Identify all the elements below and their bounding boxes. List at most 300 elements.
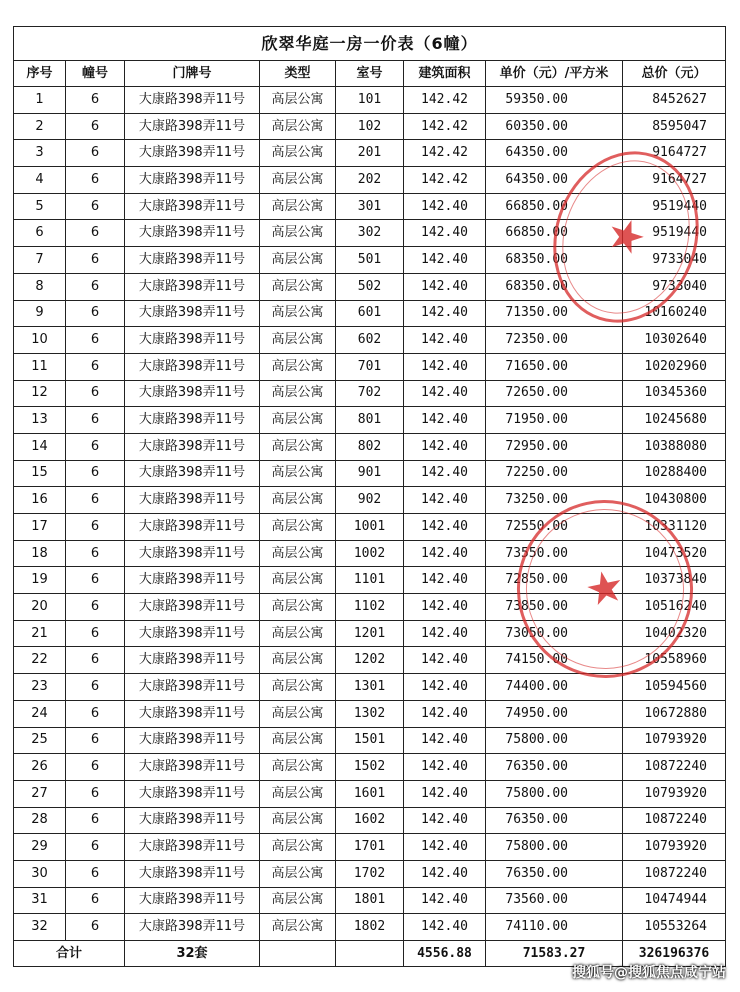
cell-total-price: 9164727 (623, 140, 726, 167)
cell-room: 1801 (336, 887, 404, 914)
cell-index: 9 (14, 300, 66, 327)
cell-index: 4 (14, 167, 66, 194)
cell-total-price: 10473520 (623, 540, 726, 567)
cell-address: 大康路398弄11号 (125, 914, 260, 941)
cell-area: 142.42 (404, 87, 486, 114)
cell-type: 高层公寓 (260, 193, 336, 220)
cell-address: 大康路398弄11号 (125, 620, 260, 647)
cell-unit-price: 72350.00 (486, 327, 623, 354)
cell-room: 1002 (336, 540, 404, 567)
cell-building: 6 (66, 647, 125, 674)
cell-address: 大康路398弄11号 (125, 193, 260, 220)
cell-address: 大康路398弄11号 (125, 460, 260, 487)
cell-index: 32 (14, 914, 66, 941)
cell-index: 30 (14, 860, 66, 887)
cell-index: 26 (14, 754, 66, 781)
cell-building: 6 (66, 514, 125, 541)
cell-room: 102 (336, 113, 404, 140)
cell-area: 142.40 (404, 540, 486, 567)
table-row (14, 700, 726, 727)
cell-unit-price: 59350.00 (486, 87, 623, 114)
total-label: 合计 (14, 941, 125, 967)
cell-total-price: 10345360 (623, 380, 726, 407)
cell-index: 18 (14, 540, 66, 567)
cell-area: 142.40 (404, 487, 486, 514)
cell-address: 大康路398弄11号 (125, 353, 260, 380)
cell-unit-price: 74150.00 (486, 647, 623, 674)
cell-total-price: 8452627 (623, 87, 726, 114)
cell-unit-price: 76350.00 (486, 807, 623, 834)
cell-type: 高层公寓 (260, 887, 336, 914)
header-cell: 序号 (14, 61, 66, 87)
cell-total-price: 10872240 (623, 807, 726, 834)
cell-building: 6 (66, 727, 125, 754)
table-row (14, 807, 726, 834)
cell-room: 702 (336, 380, 404, 407)
cell-total-price: 10331120 (623, 514, 726, 541)
cell-type: 高层公寓 (260, 487, 336, 514)
cell-address: 大康路398弄11号 (125, 220, 260, 247)
cell-address: 大康路398弄11号 (125, 433, 260, 460)
cell-index: 10 (14, 327, 66, 354)
cell-room: 302 (336, 220, 404, 247)
cell-room: 801 (336, 407, 404, 434)
cell-type: 高层公寓 (260, 353, 336, 380)
cell-building: 6 (66, 193, 125, 220)
cell-address: 大康路398弄11号 (125, 300, 260, 327)
cell-unit-price: 72850.00 (486, 567, 623, 594)
table-row (14, 193, 726, 220)
header-cell: 幢号 (66, 61, 125, 87)
cell-type: 高层公寓 (260, 433, 336, 460)
cell-total-price: 10558960 (623, 647, 726, 674)
table-row (14, 247, 726, 274)
table-row (14, 540, 726, 567)
cell-area: 142.40 (404, 914, 486, 941)
cell-index: 11 (14, 353, 66, 380)
cell-room: 602 (336, 327, 404, 354)
cell-address: 大康路398弄11号 (125, 647, 260, 674)
cell-unit-price: 74950.00 (486, 700, 623, 727)
cell-total-price: 9519440 (623, 220, 726, 247)
cell-index: 19 (14, 567, 66, 594)
cell-total-price: 9733040 (623, 247, 726, 274)
cell-unit-price: 60350.00 (486, 113, 623, 140)
cell-index: 29 (14, 834, 66, 861)
cell-area: 142.40 (404, 300, 486, 327)
cell-room: 201 (336, 140, 404, 167)
cell-area: 142.40 (404, 727, 486, 754)
cell-room: 802 (336, 433, 404, 460)
cell-unit-price: 64350.00 (486, 167, 623, 194)
cell-area: 142.40 (404, 594, 486, 621)
cell-building: 6 (66, 460, 125, 487)
total-empty (336, 941, 404, 967)
cell-building: 6 (66, 887, 125, 914)
cell-room: 901 (336, 460, 404, 487)
cell-unit-price: 72650.00 (486, 380, 623, 407)
cell-address: 大康路398弄11号 (125, 87, 260, 114)
table-row (14, 674, 726, 701)
table-row (14, 353, 726, 380)
watermark: 搜狐号@搜狐焦点咸宁站 (572, 965, 726, 981)
cell-index: 15 (14, 460, 66, 487)
cell-total-price: 10430800 (623, 487, 726, 514)
cell-area: 142.40 (404, 807, 486, 834)
cell-area: 142.40 (404, 247, 486, 274)
total-price: 326196376 (623, 941, 726, 967)
cell-building: 6 (66, 433, 125, 460)
cell-address: 大康路398弄11号 (125, 860, 260, 887)
cell-building: 6 (66, 273, 125, 300)
cell-total-price: 10516240 (623, 594, 726, 621)
total-units: 32套 (125, 941, 260, 967)
cell-total-price: 10872240 (623, 754, 726, 781)
table-row (14, 647, 726, 674)
table-row (14, 780, 726, 807)
cell-building: 6 (66, 780, 125, 807)
cell-area: 142.40 (404, 834, 486, 861)
header-cell: 总价（元） (623, 61, 726, 87)
cell-type: 高层公寓 (260, 380, 336, 407)
cell-building: 6 (66, 353, 125, 380)
cell-building: 6 (66, 914, 125, 941)
cell-type: 高层公寓 (260, 807, 336, 834)
cell-type: 高层公寓 (260, 567, 336, 594)
cell-building: 6 (66, 807, 125, 834)
cell-total-price: 10245680 (623, 407, 726, 434)
table-row (14, 514, 726, 541)
cell-area: 142.42 (404, 113, 486, 140)
table-row (14, 327, 726, 354)
cell-total-price: 9733040 (623, 273, 726, 300)
cell-area: 142.40 (404, 754, 486, 781)
cell-area: 142.40 (404, 273, 486, 300)
cell-building: 6 (66, 834, 125, 861)
cell-unit-price: 75800.00 (486, 727, 623, 754)
cell-unit-price: 72250.00 (486, 460, 623, 487)
cell-building: 6 (66, 674, 125, 701)
cell-room: 1701 (336, 834, 404, 861)
table-row (14, 887, 726, 914)
cell-total-price: 10288400 (623, 460, 726, 487)
table-row (14, 167, 726, 194)
cell-area: 142.40 (404, 514, 486, 541)
cell-room: 1202 (336, 647, 404, 674)
cell-type: 高层公寓 (260, 220, 336, 247)
cell-room: 301 (336, 193, 404, 220)
table-row (14, 487, 726, 514)
cell-unit-price: 64350.00 (486, 140, 623, 167)
cell-type: 高层公寓 (260, 727, 336, 754)
cell-type: 高层公寓 (260, 140, 336, 167)
cell-unit-price: 71350.00 (486, 300, 623, 327)
cell-total-price: 10160240 (623, 300, 726, 327)
cell-unit-price: 72950.00 (486, 433, 623, 460)
header-cell: 室号 (336, 61, 404, 87)
table-row (14, 460, 726, 487)
cell-area: 142.40 (404, 567, 486, 594)
cell-unit-price: 72550.00 (486, 514, 623, 541)
cell-building: 6 (66, 113, 125, 140)
cell-unit-price: 73050.00 (486, 620, 623, 647)
cell-unit-price: 75800.00 (486, 780, 623, 807)
cell-total-price: 10553264 (623, 914, 726, 941)
cell-type: 高层公寓 (260, 514, 336, 541)
cell-type: 高层公寓 (260, 914, 336, 941)
header-cell: 单价（元）/平方米 (486, 61, 623, 87)
cell-type: 高层公寓 (260, 407, 336, 434)
cell-total-price: 10302640 (623, 327, 726, 354)
cell-address: 大康路398弄11号 (125, 113, 260, 140)
cell-type: 高层公寓 (260, 327, 336, 354)
cell-room: 1702 (336, 860, 404, 887)
cell-unit-price: 76350.00 (486, 754, 623, 781)
cell-total-price: 10388080 (623, 433, 726, 460)
cell-address: 大康路398弄11号 (125, 567, 260, 594)
cell-unit-price: 74400.00 (486, 674, 623, 701)
cell-area: 142.40 (404, 433, 486, 460)
table-row (14, 594, 726, 621)
cell-room: 1102 (336, 594, 404, 621)
cell-type: 高层公寓 (260, 647, 336, 674)
cell-address: 大康路398弄11号 (125, 380, 260, 407)
cell-type: 高层公寓 (260, 700, 336, 727)
cell-index: 1 (14, 87, 66, 114)
table-row (14, 273, 726, 300)
cell-building: 6 (66, 87, 125, 114)
cell-area: 142.40 (404, 193, 486, 220)
cell-total-price: 10373840 (623, 567, 726, 594)
cell-building: 6 (66, 247, 125, 274)
cell-total-price: 10793920 (623, 834, 726, 861)
cell-building: 6 (66, 140, 125, 167)
cell-index: 2 (14, 113, 66, 140)
cell-type: 高层公寓 (260, 460, 336, 487)
cell-index: 21 (14, 620, 66, 647)
cell-address: 大康路398弄11号 (125, 780, 260, 807)
cell-room: 902 (336, 487, 404, 514)
cell-area: 142.42 (404, 140, 486, 167)
cell-room: 1201 (336, 620, 404, 647)
cell-area: 142.40 (404, 620, 486, 647)
cell-index: 25 (14, 727, 66, 754)
table-row (14, 113, 726, 140)
cell-building: 6 (66, 620, 125, 647)
cell-type: 高层公寓 (260, 754, 336, 781)
total-avg-price: 71583.27 (486, 941, 623, 967)
cell-type: 高层公寓 (260, 620, 336, 647)
table-row (14, 914, 726, 941)
cell-unit-price: 66850.00 (486, 193, 623, 220)
table-row (14, 380, 726, 407)
cell-address: 大康路398弄11号 (125, 807, 260, 834)
cell-building: 6 (66, 567, 125, 594)
cell-index: 13 (14, 407, 66, 434)
cell-unit-price: 71950.00 (486, 407, 623, 434)
cell-total-price: 9519440 (623, 193, 726, 220)
cell-address: 大康路398弄11号 (125, 247, 260, 274)
cell-address: 大康路398弄11号 (125, 727, 260, 754)
cell-index: 14 (14, 433, 66, 460)
cell-area: 142.40 (404, 220, 486, 247)
cell-type: 高层公寓 (260, 780, 336, 807)
header-cell: 类型 (260, 61, 336, 87)
cell-address: 大康路398弄11号 (125, 700, 260, 727)
table-row (14, 860, 726, 887)
cell-address: 大康路398弄11号 (125, 540, 260, 567)
price-table (13, 26, 726, 967)
cell-unit-price: 73550.00 (486, 540, 623, 567)
cell-index: 24 (14, 700, 66, 727)
cell-building: 6 (66, 220, 125, 247)
cell-unit-price: 75800.00 (486, 834, 623, 861)
total-empty (260, 941, 336, 967)
cell-room: 1302 (336, 700, 404, 727)
cell-type: 高层公寓 (260, 167, 336, 194)
cell-index: 17 (14, 514, 66, 541)
table-body (14, 87, 726, 941)
header-row (14, 61, 726, 87)
cell-room: 1802 (336, 914, 404, 941)
table-row (14, 300, 726, 327)
cell-area: 142.40 (404, 674, 486, 701)
cell-building: 6 (66, 487, 125, 514)
cell-total-price: 10594560 (623, 674, 726, 701)
cell-total-price: 8595047 (623, 113, 726, 140)
cell-index: 8 (14, 273, 66, 300)
cell-index: 6 (14, 220, 66, 247)
cell-room: 1602 (336, 807, 404, 834)
cell-type: 高层公寓 (260, 113, 336, 140)
cell-room: 601 (336, 300, 404, 327)
cell-room: 501 (336, 247, 404, 274)
cell-index: 5 (14, 193, 66, 220)
table-row (14, 220, 726, 247)
cell-room: 202 (336, 167, 404, 194)
cell-type: 高层公寓 (260, 674, 336, 701)
cell-room: 1101 (336, 567, 404, 594)
cell-building: 6 (66, 300, 125, 327)
star-icon: ★ (580, 559, 630, 618)
cell-address: 大康路398弄11号 (125, 487, 260, 514)
cell-area: 142.40 (404, 780, 486, 807)
cell-type: 高层公寓 (260, 860, 336, 887)
cell-unit-price: 73850.00 (486, 594, 623, 621)
cell-address: 大康路398弄11号 (125, 273, 260, 300)
cell-type: 高层公寓 (260, 300, 336, 327)
table-row (14, 834, 726, 861)
cell-building: 6 (66, 540, 125, 567)
cell-area: 142.40 (404, 380, 486, 407)
cell-index: 22 (14, 647, 66, 674)
cell-unit-price: 68350.00 (486, 247, 623, 274)
cell-address: 大康路398弄11号 (125, 594, 260, 621)
cell-total-price: 10672880 (623, 700, 726, 727)
cell-index: 3 (14, 140, 66, 167)
cell-area: 142.40 (404, 327, 486, 354)
cell-type: 高层公寓 (260, 834, 336, 861)
cell-address: 大康路398弄11号 (125, 407, 260, 434)
cell-total-price: 10202960 (623, 353, 726, 380)
cell-room: 502 (336, 273, 404, 300)
header-cell: 建筑面积 (404, 61, 486, 87)
cell-total-price: 10474944 (623, 887, 726, 914)
cell-total-price: 9164727 (623, 167, 726, 194)
cell-room: 1501 (336, 727, 404, 754)
cell-building: 6 (66, 380, 125, 407)
table-row (14, 754, 726, 781)
header-cell: 门牌号 (125, 61, 260, 87)
cell-index: 12 (14, 380, 66, 407)
table-row (14, 620, 726, 647)
cell-type: 高层公寓 (260, 594, 336, 621)
cell-type: 高层公寓 (260, 540, 336, 567)
cell-room: 1301 (336, 674, 404, 701)
cell-unit-price: 71650.00 (486, 353, 623, 380)
cell-index: 7 (14, 247, 66, 274)
cell-address: 大康路398弄11号 (125, 834, 260, 861)
cell-unit-price: 73250.00 (486, 487, 623, 514)
cell-total-price: 10872240 (623, 860, 726, 887)
table-row (14, 407, 726, 434)
cell-unit-price: 76350.00 (486, 860, 623, 887)
cell-building: 6 (66, 860, 125, 887)
cell-index: 31 (14, 887, 66, 914)
cell-room: 1001 (336, 514, 404, 541)
cell-area: 142.40 (404, 887, 486, 914)
cell-area: 142.40 (404, 647, 486, 674)
cell-room: 1601 (336, 780, 404, 807)
cell-building: 6 (66, 327, 125, 354)
cell-address: 大康路398弄11号 (125, 514, 260, 541)
cell-address: 大康路398弄11号 (125, 327, 260, 354)
cell-area: 142.40 (404, 407, 486, 434)
cell-unit-price: 68350.00 (486, 273, 623, 300)
cell-address: 大康路398弄11号 (125, 754, 260, 781)
cell-building: 6 (66, 407, 125, 434)
cell-index: 16 (14, 487, 66, 514)
cell-address: 大康路398弄11号 (125, 140, 260, 167)
cell-index: 27 (14, 780, 66, 807)
cell-area: 142.40 (404, 860, 486, 887)
cell-area: 142.40 (404, 700, 486, 727)
cell-index: 23 (14, 674, 66, 701)
table-title: 欣翠华庭一房一价表（6幢） (14, 27, 726, 61)
cell-building: 6 (66, 754, 125, 781)
cell-building: 6 (66, 594, 125, 621)
cell-area: 142.42 (404, 167, 486, 194)
cell-address: 大康路398弄11号 (125, 167, 260, 194)
cell-area: 142.40 (404, 460, 486, 487)
cell-building: 6 (66, 700, 125, 727)
cell-unit-price: 66850.00 (486, 220, 623, 247)
cell-address: 大康路398弄11号 (125, 674, 260, 701)
cell-building: 6 (66, 167, 125, 194)
cell-type: 高层公寓 (260, 87, 336, 114)
table-row (14, 140, 726, 167)
table-row (14, 567, 726, 594)
cell-index: 28 (14, 807, 66, 834)
cell-unit-price: 73560.00 (486, 887, 623, 914)
cell-type: 高层公寓 (260, 247, 336, 274)
cell-total-price: 10402320 (623, 620, 726, 647)
cell-room: 701 (336, 353, 404, 380)
cell-total-price: 10793920 (623, 780, 726, 807)
cell-address: 大康路398弄11号 (125, 887, 260, 914)
cell-room: 101 (336, 87, 404, 114)
star-icon: ★ (599, 206, 653, 267)
